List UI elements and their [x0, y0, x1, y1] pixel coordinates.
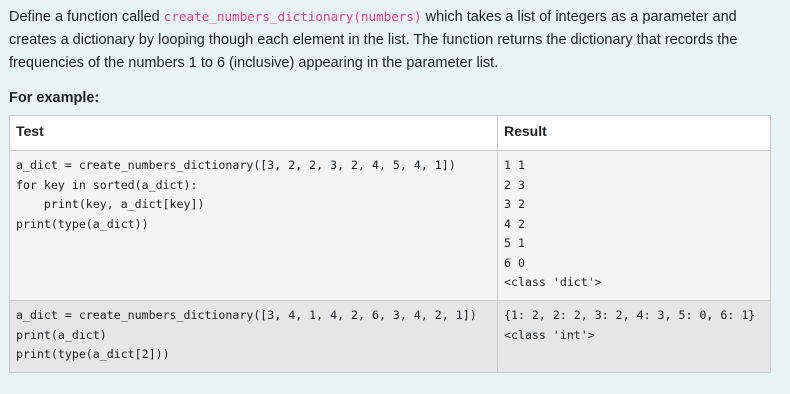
test-line: a_dict = create_numbers_dictionary([3, 2, 2, 3, 2, 4, 5, 4, 1]): [16, 158, 456, 172]
result-line: {1: 2, 2: 2, 3: 2, 4: 3, 5: 0, 6: 1}: [504, 308, 756, 322]
result-line: 3 2: [504, 197, 525, 211]
example-heading: For example:: [9, 90, 100, 106]
result-line: 6 0: [504, 255, 525, 270]
result-line: 4 2: [504, 216, 525, 231]
test-line: print(type(a_dict[2])): [16, 347, 170, 361]
result-line: <class 'int'>: [504, 327, 595, 342]
result-line: 2 3: [504, 177, 525, 192]
description-text-after: which takes a list of integers as a parameter and creates a dictionary by looping though each element in the list. The function returns the dictionary that records the frequencies of the numbers 1 to 6 (inclusive) appearing in the parameter list.: [9, 9, 738, 71]
table-row: [10, 301, 771, 373]
function-signature: create_numbers_dictionary(numbers): [163, 9, 422, 24]
header-result: Result: [498, 116, 771, 151]
result-line: 1 1: [504, 158, 525, 172]
result-cell: [498, 301, 771, 373]
table-header-row: [10, 116, 771, 151]
table-row: [10, 151, 771, 301]
header-test: Test: [10, 116, 498, 151]
test-cell: [10, 151, 498, 301]
test-line: print(key, a_dict[key]): [16, 197, 205, 211]
test-line: print(a_dict): [16, 327, 107, 342]
examples-table: [9, 115, 771, 373]
question-description: [9, 5, 779, 75]
result-line: 5 1: [504, 236, 525, 250]
test-line: a_dict = create_numbers_dictionary([3, 4, 1, 4, 2, 6, 3, 4, 2, 1]): [16, 308, 477, 322]
test-line: for key in sorted(a_dict):: [16, 177, 198, 192]
description-text-before: Define a function called: [9, 9, 164, 25]
result-line: <class 'dict'>: [504, 275, 602, 289]
test-cell: [10, 301, 498, 373]
result-cell: [498, 151, 771, 301]
test-line: print(type(a_dict)): [16, 216, 149, 231]
